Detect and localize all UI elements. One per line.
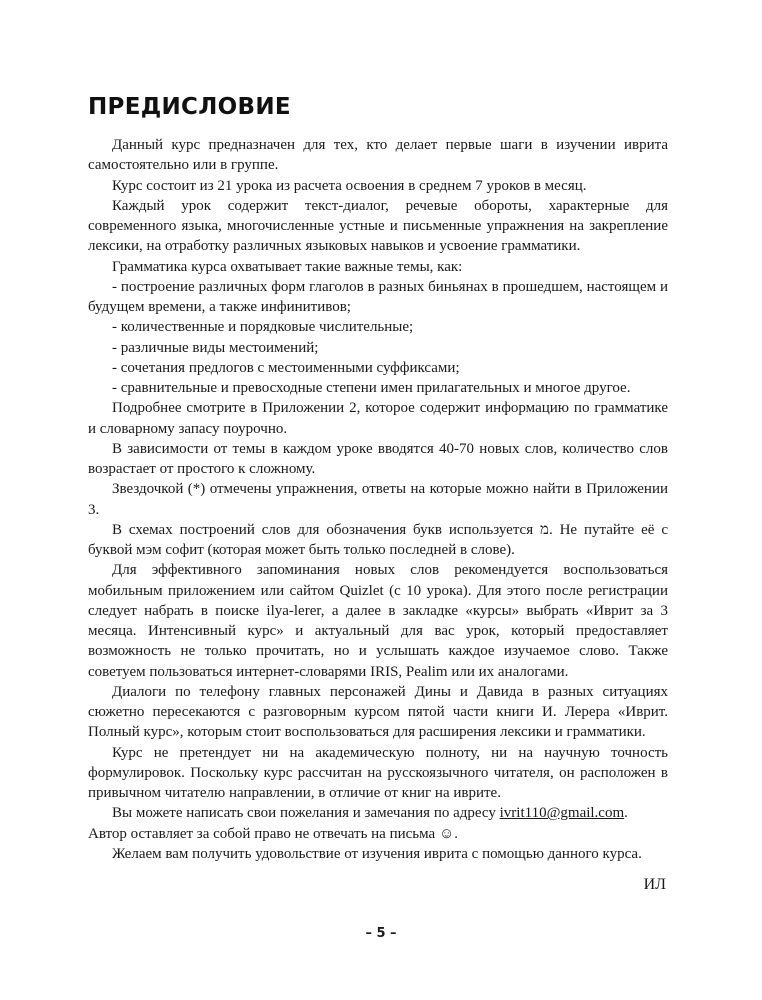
paragraph: Звездочкой (*) отмечены упражнения, ответы на которые можно найти в Приложении 3. [88, 481, 668, 518]
paragraph: Каждый урок содержит текст-диалог, речевые обороты, характерные для современного языка, многочисленные устные и письменные упражнения на закрепление лексики, на отработку различных языковых навыков и усвоение грамматики. [88, 197, 668, 255]
author-signature: ИЛ [643, 876, 666, 893]
body-text [88, 135, 668, 864]
list-item: - количественные и порядковые числительные; [112, 319, 414, 336]
paragraph: Диалоги по телефону главных персонажей Дины и Давида в разных ситуациях сюжетно пересекаются с разговорным курсом пятой части книги И. Лерера «Иврит. Полный курс», которым стоит воспользоваться для расширения лексики и грамматики. [88, 683, 668, 741]
paragraph: Подробнее смотрите в Приложении 2, которое содержит информацию по грамматике и словарному запасу поурочно. [88, 400, 668, 437]
paragraph: Данный курс предназначен для тех, кто делает первые шаги в изучении иврита самостоятельно или в группе. [88, 137, 668, 174]
page-number: – 5 – [365, 926, 397, 941]
paragraph: Для эффективного запоминания новых слов рекомендуется воспользоваться мобильным приложением или сайтом Quizlet (с 10 урока). Для этого после регистрации следует набрать в поиске ilya-lerer, а далее в закладке «курсы» выбрать «Иврит за 3 месяца. Интенсивный курс» и актуальный для вас урок, который предоставляет возможность не только прочитать, но и услышать каждое изучаемое слово. Также советуем пользоваться интернет-словарями IRIS, Pealim или их аналогами. [88, 562, 668, 680]
list-item: - различные виды местоимений; [112, 339, 319, 356]
contact-punctuation: . [624, 805, 628, 822]
contact-paragraph [88, 803, 668, 823]
list-item: - сравнительные и превосходные степени имен прилагательных и многое другое. [112, 380, 631, 396]
paragraph: Курс состоит из 21 урока из расчета освоения в среднем 7 уроков в месяц. [112, 177, 587, 194]
paragraph: Курс не претендует ни на академическую полноту, ни на научную точность формулировок. Поскольку курс рассчитан на русскоязычного читателя, он расположен в привычном читателю направлении, в отличие от книг на иврите. [88, 744, 668, 801]
email-link[interactable]: ivrit110@gmail.com [499, 805, 625, 822]
list-item: - сочетания предлогов с местоименными суффиксами; [112, 359, 460, 376]
contact-text: Вы можете написать свои пожелания и замечания по адресу [112, 805, 500, 822]
page-title: ПРЕДИСЛОВИЕ [88, 94, 291, 120]
contact-note: Автор оставляет за собой право не отвечать на письма ☺. [88, 825, 459, 842]
paragraph: В схемах построений слов для обозначения букв используется מ. Не путайте её с буквой мэм софит (которая может быть только последней в слове). [88, 521, 668, 558]
paragraph: В зависимости от темы в каждом уроке вводятся 40-70 новых слов, количество слов возрастает от простого к сложному. [88, 440, 668, 477]
list-item: - построение различных форм глаголов в разных биньянах в прошедшем, настоящем и будущем времени, а также инфинитивов; [88, 278, 668, 315]
paragraph: Грамматика курса охватывает такие важные темы, как: [112, 258, 463, 275]
closing-paragraph: Желаем вам получить удовольствие от изучения иврита с помощью данного курса. [112, 845, 642, 862]
